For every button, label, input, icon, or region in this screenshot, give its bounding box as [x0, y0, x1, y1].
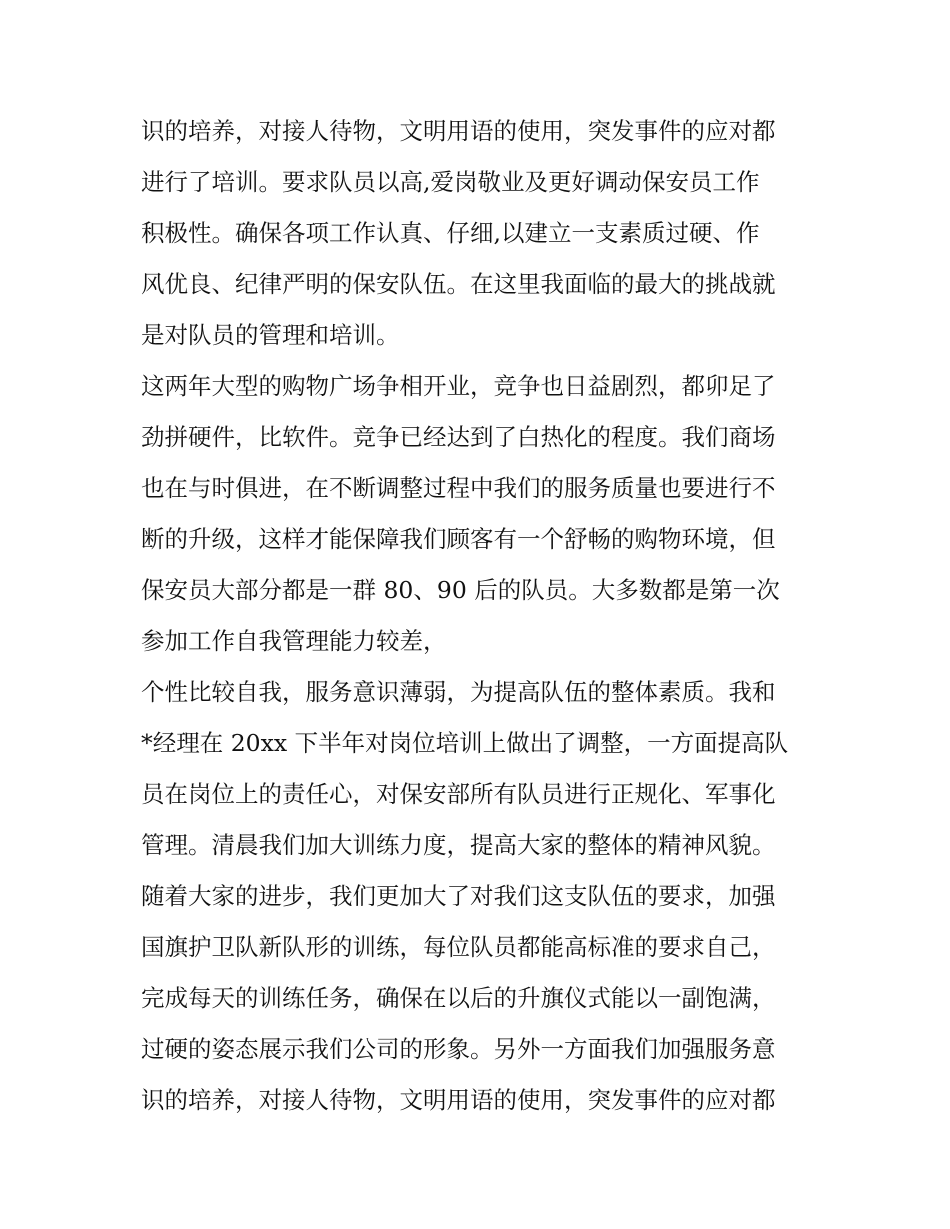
text-line: 劲拼硬件，比软件。竞争已经达到了白热化的程度。我们商场	[141, 423, 776, 451]
text-line: *经理在 20xx 下半年对岗位培训上做出了调整，一方面提高队	[141, 729, 789, 757]
text-line: 进行了培训。要求队员以高,爱岗敬业及更好调动保安员工作	[141, 168, 760, 196]
text-line: 参加工作自我管理能力较差，	[141, 627, 447, 655]
text-line: 断的升级，这样才能保障我们顾客有一个舒畅的购物环境，但	[141, 525, 776, 553]
text-line: 国旗护卫队新队形的训练，每位队员都能高标准的要求自己，	[141, 933, 776, 961]
text-line: 风优良、纪律严明的保安队伍。在这里我面临的最大的挑战就	[141, 270, 776, 298]
text-line: 识的培养，对接人待物，文明用语的使用，突发事件的应对都	[141, 1086, 776, 1114]
text-line: 个性比较自我，服务意识薄弱，为提高队伍的整体素质。我和	[141, 678, 776, 706]
text-line: 也在与时俱进，在不断调整过程中我们的服务质量也要进行不	[141, 474, 776, 502]
text-line: 完成每天的训练任务，确保在以后的升旗仪式能以一副饱满，	[141, 984, 776, 1012]
text-line: 随着大家的进步，我们更加大了对我们这支队伍的要求，加强	[141, 882, 776, 910]
text-line: 保安员大部分都是一群 80、90 后的队员。大多数都是第一次	[141, 576, 780, 604]
text-line: 积极性。确保各项工作认真、仔细,以建立一支素质过硬、作	[141, 219, 760, 247]
text-line: 员在岗位上的责任心，对保安部所有队员进行正规化、军事化	[141, 780, 776, 808]
document-body	[141, 106, 821, 1126]
text-line: 过硬的姿态展示我们公司的形象。另外一方面我们加强服务意	[141, 1035, 776, 1063]
text-line: 识的培养，对接人待物，文明用语的使用，突发事件的应对都	[141, 117, 776, 145]
text-line: 管理。清晨我们加大训练力度，提高大家的整体的精神风貌。	[141, 831, 776, 859]
text-line: 是对队员的管理和培训。	[141, 321, 400, 349]
text-line: 这两年大型的购物广场争相开业，竞争也日益剧烈，都卯足了	[141, 372, 776, 400]
